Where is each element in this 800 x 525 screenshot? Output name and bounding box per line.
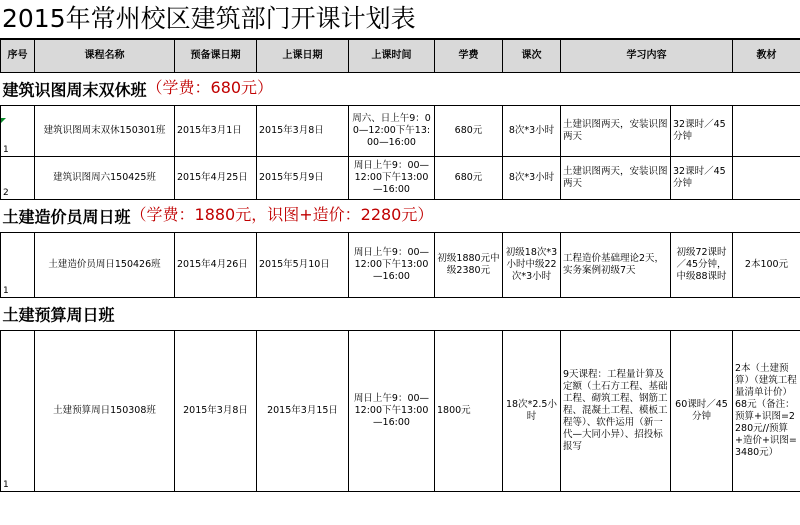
cell-sessions[interactable]: 初级18次*3小时中级22次*3小时 (503, 233, 561, 298)
section-title: 土建造价员周日班 (2, 207, 131, 226)
header-start-date[interactable]: 上课日期 (257, 40, 349, 73)
cell-hours[interactable]: 32课时／45分钟 (671, 157, 733, 200)
cell-sessions[interactable]: 8次*3小时 (503, 106, 561, 157)
cell-fee[interactable]: 1800元 (435, 331, 503, 492)
cell-sessions[interactable]: 18次*2.5小时 (503, 331, 561, 492)
cell-no[interactable]: 1 (1, 331, 35, 492)
cell-no[interactable]: 1 (1, 233, 35, 298)
cell-class-time[interactable]: 周日上午9：00—12:00下午13:00—16:00 (349, 331, 435, 492)
header-class-time[interactable]: 上课时间 (349, 40, 435, 73)
section-cell[interactable] (1, 298, 800, 331)
cell-content[interactable]: 9天课程：工程量计算及定额（土石方工程、基础工程、砌筑工程、钢筋工程、混凝土工程、模板工程等）、软件运用（新一代—大同小异）、招投标报写 (561, 331, 671, 492)
section-row (1, 298, 800, 331)
cell-books[interactable] (733, 106, 800, 157)
cell-hours[interactable]: 32课时／45分钟 (671, 106, 733, 157)
sheet-title: 2015年常州校区建筑部门开课计划表 (0, 0, 800, 39)
cell-comment-marker (1, 118, 6, 123)
table-row (1, 157, 800, 200)
section-row (1, 200, 800, 233)
cell-prep-date[interactable]: 2015年3月1日 (175, 106, 257, 157)
header-row (1, 40, 800, 73)
header-prep-date[interactable]: 预备课日期 (175, 40, 257, 73)
table-row (1, 331, 800, 492)
cell-class-time[interactable]: 周六、日上午9：00—12:00下午13:00—16:00 (349, 106, 435, 157)
header-content[interactable]: 学习内容 (561, 40, 733, 73)
cell-books[interactable]: 2本100元 (733, 233, 800, 298)
cell-start-date[interactable]: 2015年5月10日 (257, 233, 349, 298)
section-note: （学费：1880元，识图+造价：2280元） (130, 204, 434, 224)
cell-content[interactable]: 土建识图两天，安装识图两天 (561, 106, 671, 157)
cell-class-time[interactable]: 周日上午9：00—12:00下午13:00—16:00 (349, 157, 435, 200)
cell-no[interactable]: 2 (1, 157, 35, 200)
cell-books[interactable]: 2本（土建预算）（建筑工程量清单计价）68元（备注：预算+识图=2280元//预算+造价+识图=3480元） (733, 331, 800, 492)
cell-course-name[interactable]: 土建预算周日150308班 (35, 331, 175, 492)
cell-sessions[interactable]: 8次*3小时 (503, 157, 561, 200)
cell-hours[interactable]: 60课时／45分钟 (671, 331, 733, 492)
cell-no[interactable]: 1 (1, 106, 35, 157)
header-fee[interactable]: 学费 (435, 40, 503, 73)
section-title: 土建预算周日班 (2, 305, 115, 324)
cell-start-date[interactable]: 2015年3月8日 (257, 106, 349, 157)
cell-prep-date[interactable]: 2015年3月8日 (175, 331, 257, 492)
cell-prep-date[interactable]: 2015年4月25日 (175, 157, 257, 200)
header-sessions[interactable]: 课次 (503, 40, 561, 73)
header-no[interactable]: 序号 (1, 40, 35, 73)
table-row (1, 233, 800, 298)
cell-course-name[interactable]: 建筑识图周六150425班 (35, 157, 175, 200)
cell-fee[interactable]: 680元 (435, 157, 503, 200)
cell-start-date[interactable]: 2015年5月9日 (257, 157, 349, 200)
cell-class-time[interactable]: 周日上午9：00—12:00下午13:00—16:00 (349, 233, 435, 298)
cell-prep-date[interactable]: 2015年4月26日 (175, 233, 257, 298)
section-title: 建筑识图周末双休班 (2, 80, 147, 99)
cell-fee[interactable]: 680元 (435, 106, 503, 157)
cell-start-date[interactable]: 2015年3月15日 (257, 331, 349, 492)
cell-course-name[interactable]: 土建造价员周日150426班 (35, 233, 175, 298)
header-course-name[interactable]: 课程名称 (35, 40, 175, 73)
course-plan-table (0, 39, 800, 492)
cell-course-name[interactable]: 建筑识图周末双休150301班 (35, 106, 175, 157)
cell-hours[interactable]: 初级72课时／45分钟，中级88课时 (671, 233, 733, 298)
cell-content[interactable]: 土建识图两天，安装识图两天 (561, 157, 671, 200)
section-cell[interactable] (1, 73, 800, 106)
cell-books[interactable] (733, 157, 800, 200)
cell-fee[interactable]: 初级1880元中级2380元 (435, 233, 503, 298)
table-row (1, 106, 800, 157)
cell-content[interactable]: 工程造价基础理论2天，实务案例初级7天 (561, 233, 671, 298)
section-note: （学费：680元） (146, 77, 274, 97)
section-cell[interactable] (1, 200, 800, 233)
section-row (1, 73, 800, 106)
header-books[interactable]: 教材 (733, 40, 800, 73)
